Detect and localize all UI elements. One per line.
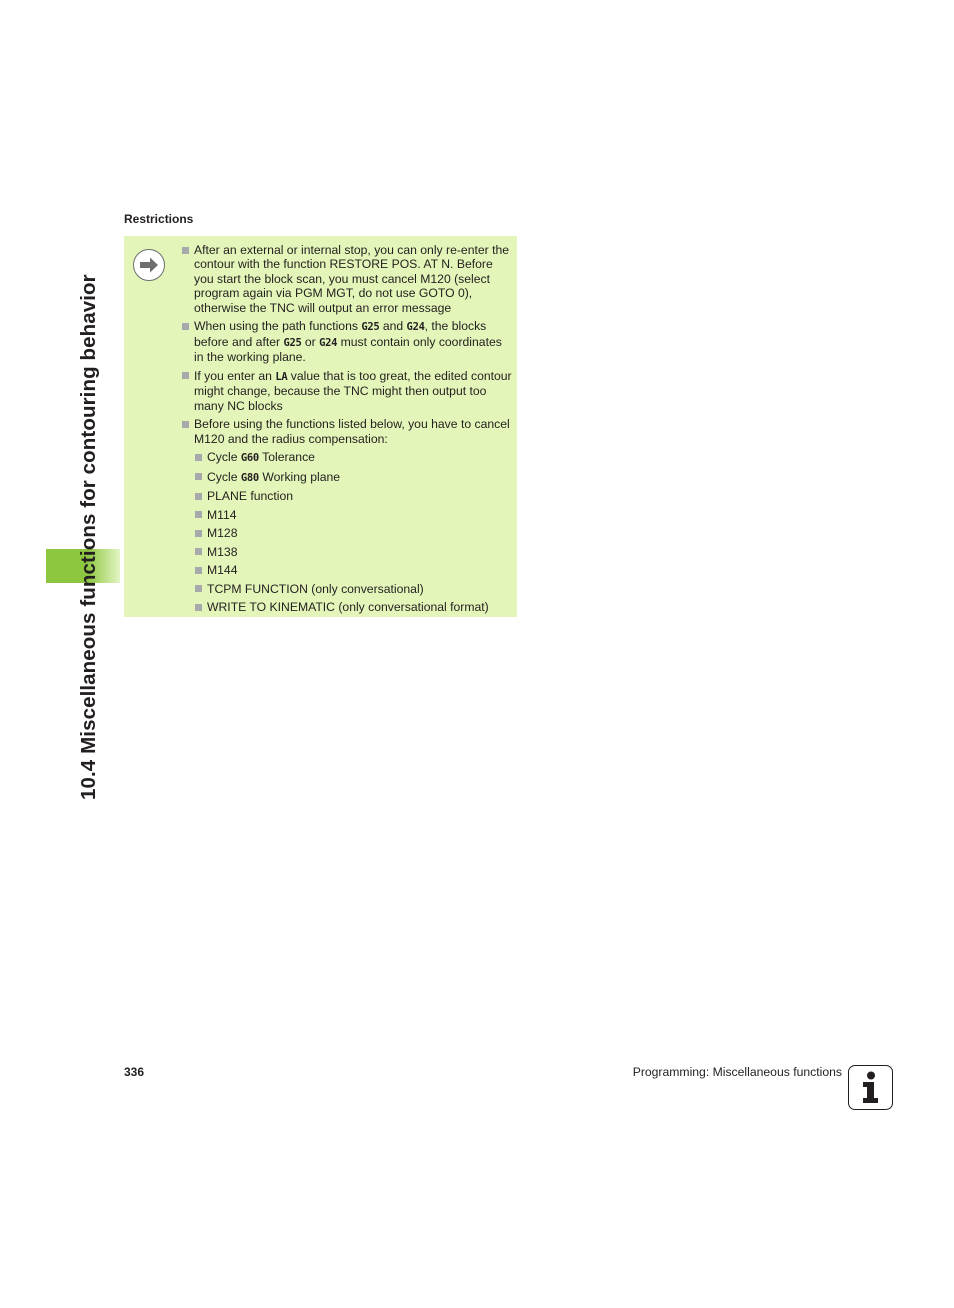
bullet-square-icon (195, 473, 202, 480)
list-item-text: Before using the functions listed below, you have to cancel M120 and the radius compensation: (194, 417, 510, 446)
text-run: When using the path functions (194, 319, 362, 334)
running-footer-title: Programming: Miscellaneous functions (632, 1065, 842, 1079)
sub-list-item (195, 600, 512, 614)
sub-list-item (195, 508, 512, 522)
text-run: If you enter an (194, 368, 276, 383)
sub-list-item (195, 526, 512, 540)
text-run: Tolerance (258, 450, 315, 465)
arrow-right-icon (133, 249, 165, 281)
list-item (182, 369, 512, 413)
text-run: , the blocks before and after (194, 319, 487, 349)
text-run: Cycle (207, 469, 241, 484)
note-box (124, 236, 517, 617)
section-heading: Restrictions (124, 212, 194, 226)
bullet-square-icon (195, 548, 202, 555)
list-item-text: After an external or internal stop, you can only re-enter the contour with the function RESTORE POS. AT N. Before you start the block scan, you must cancel M120 (select program again via PGM MGT, do not use GOTO 0), otherwise the TNC will output an error message (194, 243, 510, 315)
sub-list-item-text: M144 (207, 563, 238, 578)
chapter-title: 10.4 Miscellaneous functions for contouring behavior (77, 274, 100, 800)
code-g25: G25 (361, 321, 380, 334)
code-g24: G24 (406, 321, 425, 334)
list-item (182, 417, 512, 446)
bullet-square-icon (182, 421, 189, 428)
info-icon (848, 1065, 893, 1110)
bullet-square-icon (182, 372, 189, 379)
bullet-square-icon (195, 585, 202, 592)
bullet-square-icon (182, 323, 189, 330)
sub-list-item-text: M114 (207, 507, 237, 522)
text-run: Working plane (258, 469, 341, 484)
code-la: LA (275, 370, 288, 383)
sub-list-item-text: M128 (207, 526, 238, 541)
sub-list-item (195, 563, 512, 577)
sub-list-item (195, 470, 512, 485)
code-g80: G80 (240, 471, 259, 484)
list-item (182, 243, 512, 315)
text-run: must contain only coordinates in the working plane. (194, 334, 502, 365)
text-run: and (379, 319, 407, 334)
code-g60: G60 (240, 452, 259, 465)
bullet-square-icon (195, 530, 202, 537)
bullet-square-icon (195, 511, 202, 518)
code-g25: G25 (283, 336, 302, 349)
sub-list-item (195, 450, 512, 465)
bullet-square-icon (195, 567, 202, 574)
text-run: Cycle (207, 450, 241, 465)
bullet-square-icon (195, 604, 202, 611)
text-run: value that is too great, the edited contour might change, because the TNC might then output too many NC blocks (194, 368, 512, 413)
restrictions-list (182, 243, 512, 619)
sub-list-item (195, 545, 512, 559)
text-run: or (301, 334, 320, 349)
sub-list-item-text: TCPM FUNCTION (only conversational) (207, 581, 424, 596)
page-number: 336 (124, 1065, 145, 1079)
list-item (182, 319, 512, 364)
sub-list-item-text: M138 (207, 544, 238, 559)
sub-list-item (195, 582, 512, 596)
bullet-square-icon (182, 247, 189, 254)
bullet-square-icon (195, 493, 202, 500)
code-g24: G24 (319, 336, 338, 349)
sub-list-item-text: WRITE TO KINEMATIC (only conversational format) (207, 600, 489, 615)
sub-list-item-text: PLANE function (207, 489, 294, 504)
sub-list-item (195, 489, 512, 503)
bullet-square-icon (195, 454, 202, 461)
